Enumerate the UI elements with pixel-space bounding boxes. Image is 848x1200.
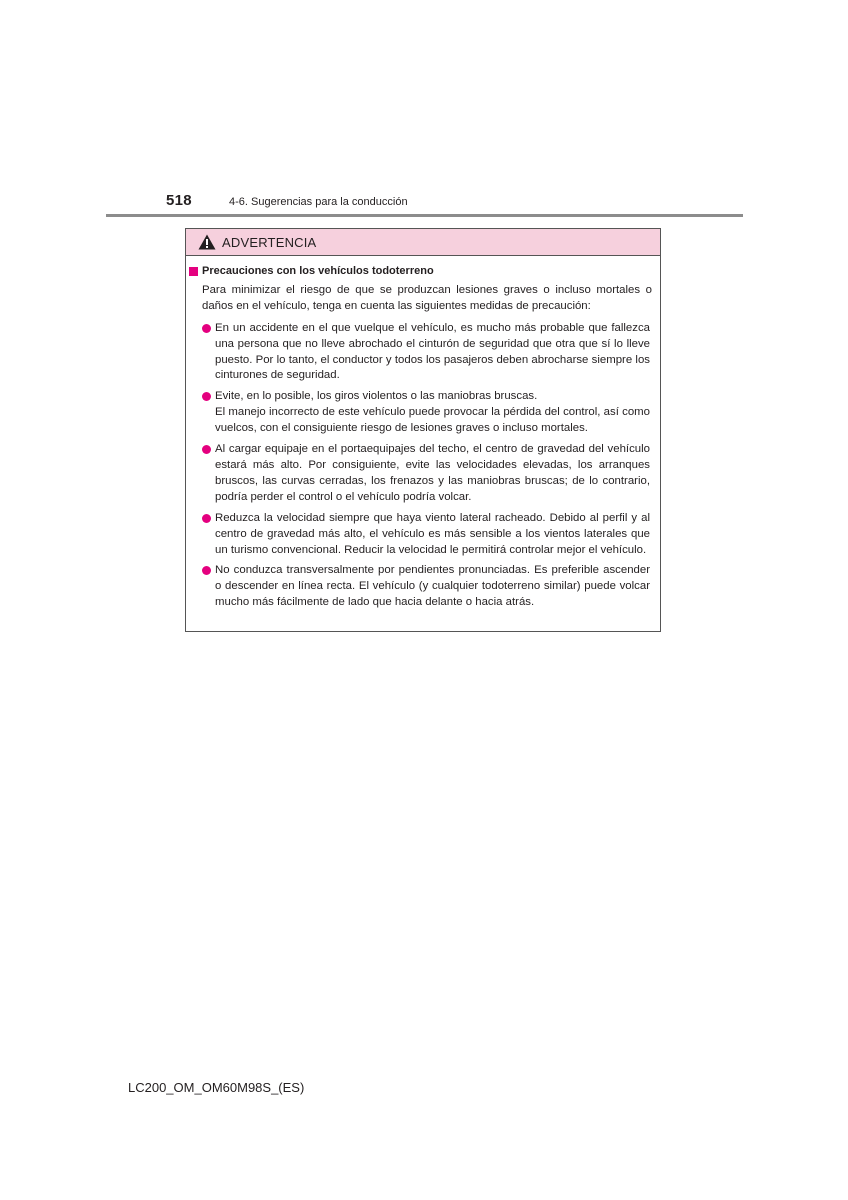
intro-paragraph: Para minimizar el riesgo de que se produzcan lesiones graves o incluso mortales o daños en el vehículo, tenga en cuenta las siguientes medidas de precaución:: [202, 283, 652, 312]
list-item: [215, 511, 652, 559]
warning-header: [186, 229, 660, 256]
subheading: [189, 264, 652, 280]
list-item-text: En un accidente en el que vuelque el vehículo, es mucho más probable que fallezca una persona que no lleve abrochado el cinturón de seguridad que otra que sí lo lleve puesto. Por lo tanto, el conductor y todos los pasajeros deben abrocharse siempre los cinturones de seguridad.: [215, 321, 650, 382]
page-number: 518: [166, 192, 192, 209]
bullet-dot-icon: [202, 445, 211, 454]
header-rule: [106, 214, 743, 217]
list-item: [215, 321, 652, 385]
bullet-dot-icon: [202, 392, 211, 401]
warning-label: ADVERTENCIA: [222, 234, 317, 250]
list-item-text-continued: El manejo incorrecto de este vehículo puede provocar la pérdida del control, así como vuelcos, con el consiguiente riesgo de lesiones graves o incluso mortales.: [215, 406, 650, 435]
warning-box: [185, 228, 661, 632]
document-code: LC200_OM_OM60M98S_(ES): [128, 1080, 305, 1095]
list-item-text: Al cargar equipaje en el portaequipajes del techo, el centro de gravedad del vehículo estará más alto. Por consiguiente, evite las velocidades elevadas, los arranques bruscos, las curvas cerradas, los frenazos y las maniobras bruscas; de lo contrario, podría perder el control o el vehículo podría volcar.: [215, 443, 650, 503]
list-item-text: Evite, en lo posible, los giros violentos o las maniobras bruscas.: [215, 390, 538, 403]
section-title: 4-6. Sugerencias para la conducción: [229, 196, 408, 208]
warning-triangle-icon: [198, 234, 216, 250]
bullet-dot-icon: [202, 324, 211, 333]
list-item-text: No conduzca transversalmente por pendientes pronunciadas. Es preferible ascender o descender en línea recta. El vehículo (y cualquier todoterreno similar) puede volcar mucho más fácilmente de lado que hacia delante o hacia atrás.: [215, 564, 650, 609]
subheading-text: Precauciones con los vehículos todoterreno: [202, 265, 434, 277]
square-bullet-icon: [189, 267, 198, 276]
list-item-text: Reduzca la velocidad siempre que haya viento lateral racheado. Debido al perfil y al centro de gravedad más alto, el vehículo es más sensible a los vientos laterales que un turismo convencional. Reducir la velocidad le permitirá controlar mejor el vehículo.: [215, 511, 650, 556]
list-item: [215, 563, 652, 611]
warning-body: [186, 256, 660, 611]
list-item: [215, 442, 652, 506]
list-item: [215, 389, 652, 437]
bullet-dot-icon: [202, 566, 211, 575]
bullet-dot-icon: [202, 514, 211, 523]
